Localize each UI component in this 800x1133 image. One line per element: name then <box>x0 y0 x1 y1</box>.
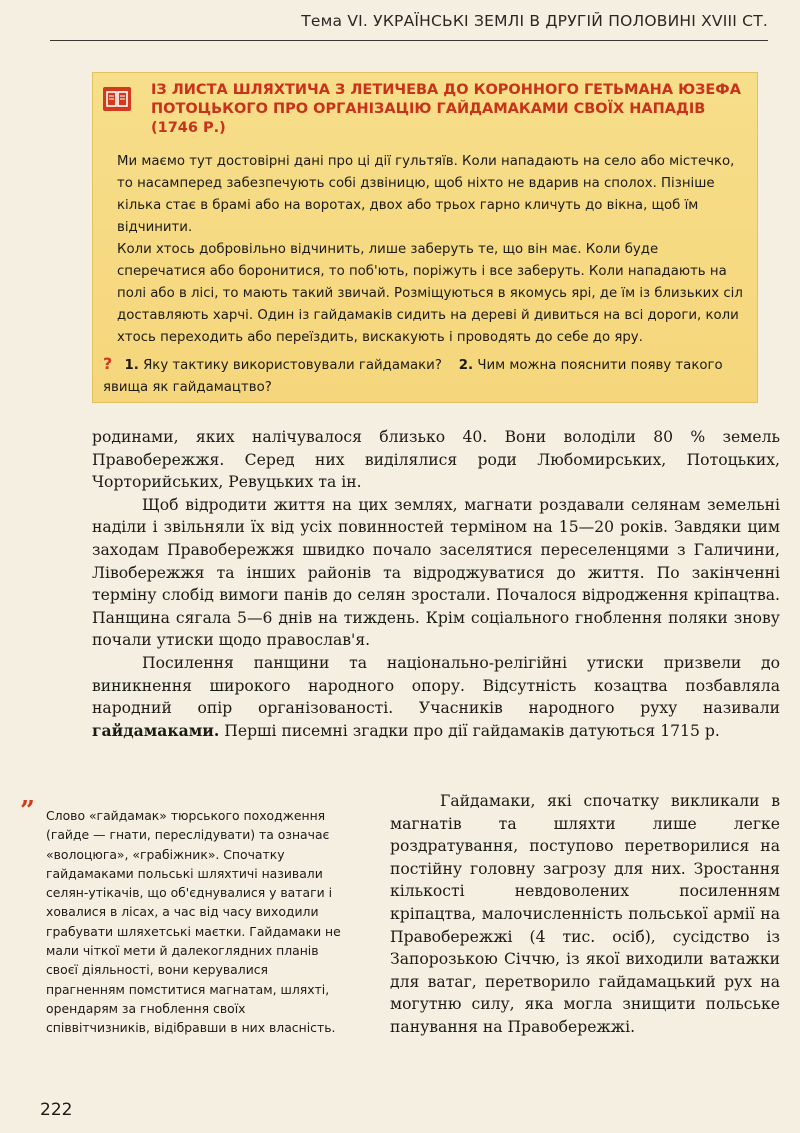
main-paragraph-3 <box>92 652 780 742</box>
book-icon <box>103 87 131 111</box>
definition-sidebar <box>20 796 350 1038</box>
source-title: ІЗ ЛИСТА ШЛЯХТИЧА З ЛЕТИЧЕВА ДО КОРОННОГО ГЕТЬМАНА ЮЗЕФА ПОТОЦЬКОГО ПРО ОРГАНІЗАЦІЮ ГАЙДАМАКАМИ СВОЇХ НАПАДІВ (1746 Р.) <box>151 82 741 136</box>
definition-text: Слово «гайдамак» тюрського походження (гайде — гнати, переслідувати) та означає «волоцюга», «грабіжник». Спочатку гайдамаками польські шляхтичі називали селян-утікачів, що об'єднувалися у ватаги і ховалися в лісах, а час від часу виходили грабувати шляхетські маєтки. Гайдамаки не мали чіткої мети й далекоглядних планів своєї діяльності, вони керувалися прагненням помститися магнатам, шляхті, орендарям за гноблення своїх співвітчизників, відібравши в них власність. <box>46 808 341 1036</box>
question-2-text: Чим можна пояснити появу такого явища як гайдамацтво? <box>103 358 723 395</box>
source-paragraph-2: Коли хтось добровільно відчинить, лише заберуть те, що він має. Коли буде сперечатися або боронитися, то поб'ють, поріжуть і все заберуть. Коли нападають на полі або в лісі, то мають такий звичай. Розміщуються в якомусь ярі, де їм із близьких сіл доставляють харчі. Один із гайдамаків сидить на дереві й дивиться на всі дороги, коли хтось переходить або переїздить, вискакують і проводять до себе до яру. <box>117 242 743 345</box>
term-haidamaky: гайдамаками. <box>92 720 220 740</box>
source-text <box>117 151 747 349</box>
main-paragraph-3-end: Перші писемні згадки про дії гайдамаків датуються 1715 р. <box>219 721 720 740</box>
main-paragraph-3-start: Посилення панщини та національно-релігійні утиски призвели до виникнення широкого народного опору. Відсутність козацтва позбавляла народний опір організованості. Учасників народного руху називали <box>92 653 780 718</box>
main-text <box>92 426 780 742</box>
quote-icon: ” <box>20 796 35 826</box>
primary-source-box <box>92 72 758 403</box>
question-1-text: Яку тактику використовували гайдамаки? <box>143 358 442 373</box>
source-questions <box>103 353 753 399</box>
question-2-number: 2. <box>458 358 474 373</box>
page-header-title: Тема VI. УКРАЇНСЬКІ ЗЕМЛІ В ДРУГІЙ ПОЛОВИНІ XVIII СТ. <box>301 12 768 30</box>
question-1-number: 1. <box>124 358 139 373</box>
question-icon: ? <box>103 354 113 373</box>
main-paragraph-2: Щоб відродити життя на цих землях, магнати роздавали селянам земельні наділи і звільняли їх від усіх повинностей терміном на 15—20 років. Завдяки цим заходам Правобережжя швидко почало заселятися переселенцями з Галичини, Лівобережжя та інших районів та відроджуватися до життя. По закінченні терміну слобід вимоги панів до селян зростали. Почалося відродження кріпацтва. Панщина сягала 5—6 днів на тиждень. Крім соціального гноблення поляки знову почали утиски щодо православ'я. <box>92 495 780 650</box>
main-paragraph-1: родинами, яких налічувалося близько 40. Вони володіли 80 % земель Правобережжя. Серед них виділялися роди Любомирських, Потоцьких, Чорторийських, Ревуцьких та ін. <box>92 428 780 492</box>
source-paragraph-1: Ми маємо тут достовірні дані про ці дії гультяїв. Коли нападають на село або містечко, то насамперед забезпечують собі дзвіницю, щоб ніхто не вдарив на сполох. Пізніше кілька стає в брамі або на воротах, двох або трьох гарно кличуть до вікна, щоб їм відчинити. <box>117 154 735 235</box>
page-number: 222 <box>40 1100 73 1120</box>
right-column-text <box>390 790 780 1039</box>
header-divider <box>50 40 768 41</box>
right-paragraph: Гайдамаки, які спочатку викликали в магнатів та шляхти лише легке роздратування, поступово перетворилися на постійну головну загрозу для них. Зростання кількості невдоволених посиленням кріпацтва, малочисленність польської армії на Правобережжі (4 тис. осіб), сусідство із Запорозькою Січчю, із якої виходили ватажки для ватаг, перетворило гайдамацький рух на могутню силу, яка могла знищити польське панування на Правобережжі. <box>390 792 780 1036</box>
